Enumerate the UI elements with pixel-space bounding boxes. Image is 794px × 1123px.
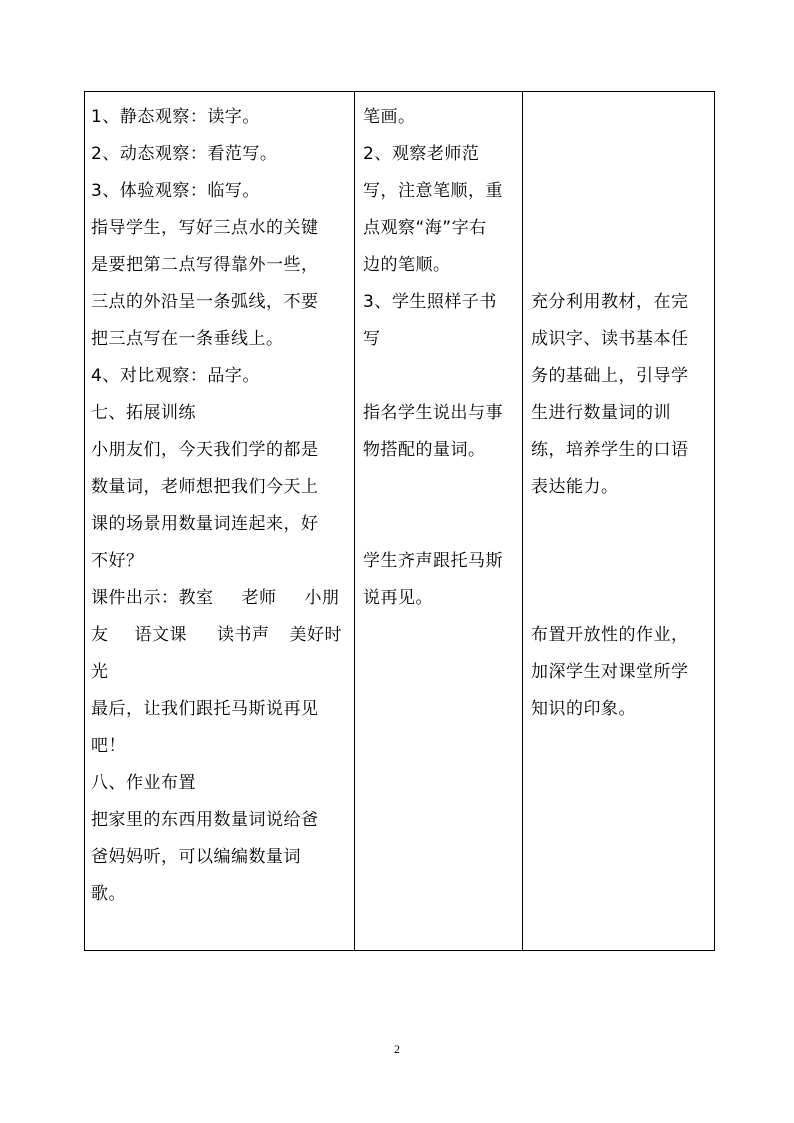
student-line: 写 (363, 329, 381, 349)
teacher-line: 最后，让我们跟托马斯说再见 (91, 699, 319, 719)
courseware-line (91, 625, 342, 645)
courseware-line (91, 588, 340, 608)
student-line: 学生齐声跟托马斯 (363, 551, 503, 571)
intent-line: 表达能力。 (531, 477, 619, 497)
teacher-line: 光 (91, 662, 109, 682)
courseware-word: 语文课 (134, 625, 187, 645)
section-heading-homework: 八、作业布置 (91, 773, 196, 793)
teacher-line: 不好？ (91, 551, 144, 571)
intent-line: 加深学生对课堂所学 (531, 662, 689, 682)
intent-line: 知识的印象。 (531, 699, 636, 719)
courseware-word: 读书声 (217, 625, 270, 645)
courseware-word: 课件出示：教室 (91, 588, 214, 608)
teacher-line: 小朋友们，今天我们学的都是 (91, 440, 319, 460)
student-line: 边的笔顺。 (363, 255, 451, 275)
intent-line: 布置开放性的作业， (531, 625, 689, 645)
teacher-activity-column (85, 92, 355, 950)
teacher-line: 吧！ (91, 736, 126, 756)
student-activity-column (355, 92, 523, 950)
intent-line: 生进行数量词的训 (531, 403, 671, 423)
student-line: 写，注意笔顺，重 (363, 181, 503, 201)
courseware-word: 小朋 (304, 588, 340, 608)
teacher-line: 歌。 (91, 884, 126, 904)
courseware-word: 友 (91, 625, 109, 645)
teacher-line: 课的场景用数量词连起来，好 (91, 514, 319, 534)
teacher-line: 3、体验观察：临写。 (91, 181, 260, 201)
teacher-line: 4、对比观察：品字。 (91, 366, 260, 386)
courseware-word: 老师 (241, 588, 277, 608)
student-line: 指名学生说出与事 (363, 403, 503, 423)
page-number: 2 (394, 1042, 400, 1056)
intent-line: 务的基础上，引导学 (531, 366, 689, 386)
student-line: 物搭配的量词。 (363, 440, 486, 460)
teacher-line: 数量词，老师想把我们今天上 (91, 477, 319, 497)
student-line: 3、学生照样子书 (363, 292, 497, 312)
teacher-line: 2、动态观察：看范写。 (91, 144, 278, 164)
teacher-line: 指导学生，写好三点水的关键 (91, 218, 319, 238)
section-heading-extension: 七、拓展训练 (91, 403, 196, 423)
student-line: 笔画。 (363, 107, 416, 127)
teacher-line: 是要把第二点写得靠外一些， (91, 255, 319, 275)
intent-line: 成识字、读书基本任 (531, 329, 689, 349)
teacher-line: 爸妈妈听，可以编编数量词 (91, 847, 301, 867)
teacher-line: 把三点写在一条垂线上。 (91, 329, 284, 349)
lesson-plan-table (84, 91, 715, 951)
intent-line: 充分利用教材，在完 (531, 292, 689, 312)
design-intent-column (523, 92, 714, 950)
intent-line: 练，培养学生的口语 (531, 440, 689, 460)
teacher-line: 三点的外沿呈一条弧线，不要 (91, 292, 319, 312)
teacher-line: 1、静态观察：读字。 (91, 107, 260, 127)
courseware-word: 美好时 (289, 625, 342, 645)
student-line: 点观察“海”字右 (363, 218, 487, 238)
student-line: 2、观察老师范 (363, 144, 480, 164)
student-line: 说再见。 (363, 588, 433, 608)
teacher-line: 把家里的东西用数量词说给爸 (91, 810, 319, 830)
